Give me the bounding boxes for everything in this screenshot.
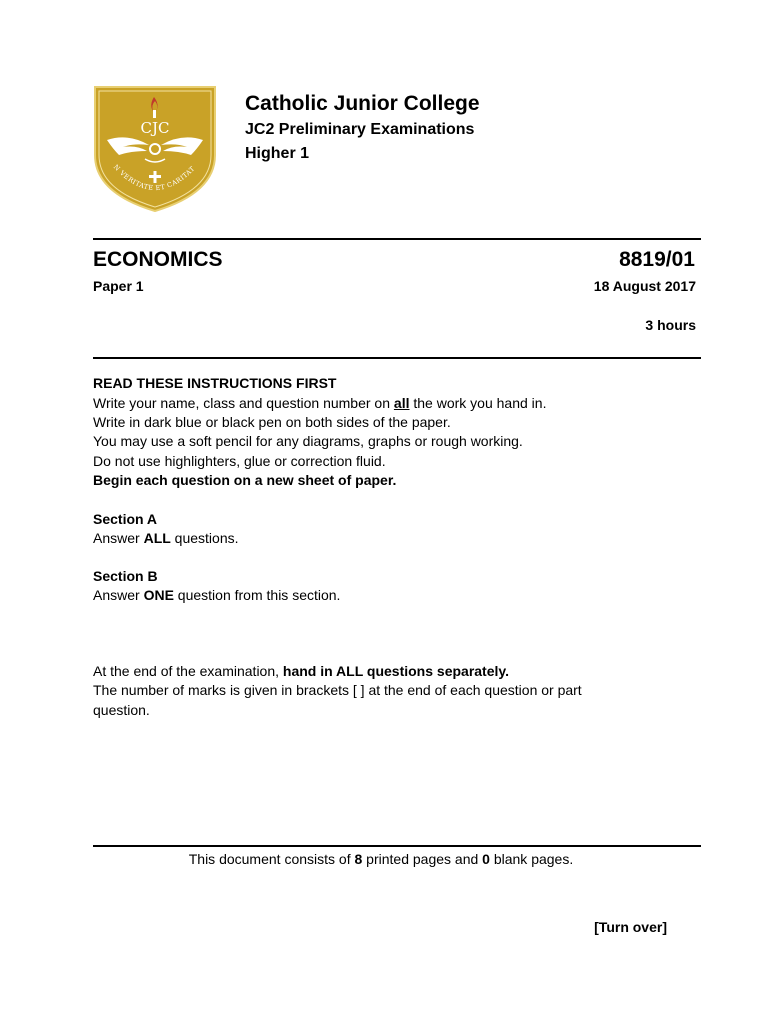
exam-level: Higher 1	[245, 145, 310, 162]
footer-divider	[93, 845, 701, 847]
section-b-instruction: Answer ONE question from this section.	[93, 587, 341, 603]
section-a-title: Section A	[93, 511, 158, 527]
college-crest-logo	[93, 85, 217, 213]
instruction-line-3: You may use a soft pencil for any diagrams, graphs or rough working.	[93, 433, 523, 449]
exam-title: JC2 Preliminary Examinations	[245, 121, 475, 138]
crest-initials: CJC	[140, 119, 170, 137]
page-count-note: This document consists of 8 printed pages and 0 blank pages.	[188, 851, 574, 867]
section-a-instruction: Answer ALL questions.	[93, 530, 239, 546]
instructions-heading: READ THESE INSTRUCTIONS FIRST	[93, 375, 337, 391]
section-b-title: Section B	[93, 568, 158, 584]
crest-motto: N VERITATE ET CARITAT	[111, 163, 197, 193]
end-note-line-2: The number of marks is given in brackets [ ] at the end of each question or part	[93, 682, 582, 698]
paper-code: 8819/01	[619, 248, 695, 271]
instruction-line-2: Write in dark blue or black pen on both sides of the paper.	[93, 414, 451, 430]
end-note-line-3: question.	[93, 702, 150, 718]
top-divider	[93, 238, 701, 240]
middle-divider	[93, 357, 701, 359]
instruction-line-5: Begin each question on a new sheet of paper.	[93, 472, 397, 488]
turn-over-label: [Turn over]	[594, 919, 667, 935]
instruction-line-1: Write your name, class and question number on all the work you hand in.	[93, 395, 547, 411]
subject-title: ECONOMICS	[93, 248, 223, 271]
end-note-line-1: At the end of the examination, hand in ALL questions separately.	[93, 663, 510, 679]
emphasis-all: all	[393, 395, 410, 411]
exam-date: 18 August 2017	[593, 278, 696, 294]
instruction-line-4: Do not use highlighters, glue or correction fluid.	[93, 453, 386, 469]
exam-duration: 3 hours	[645, 317, 696, 333]
college-name: Catholic Junior College	[245, 92, 480, 115]
paper-number: Paper 1	[93, 278, 144, 294]
